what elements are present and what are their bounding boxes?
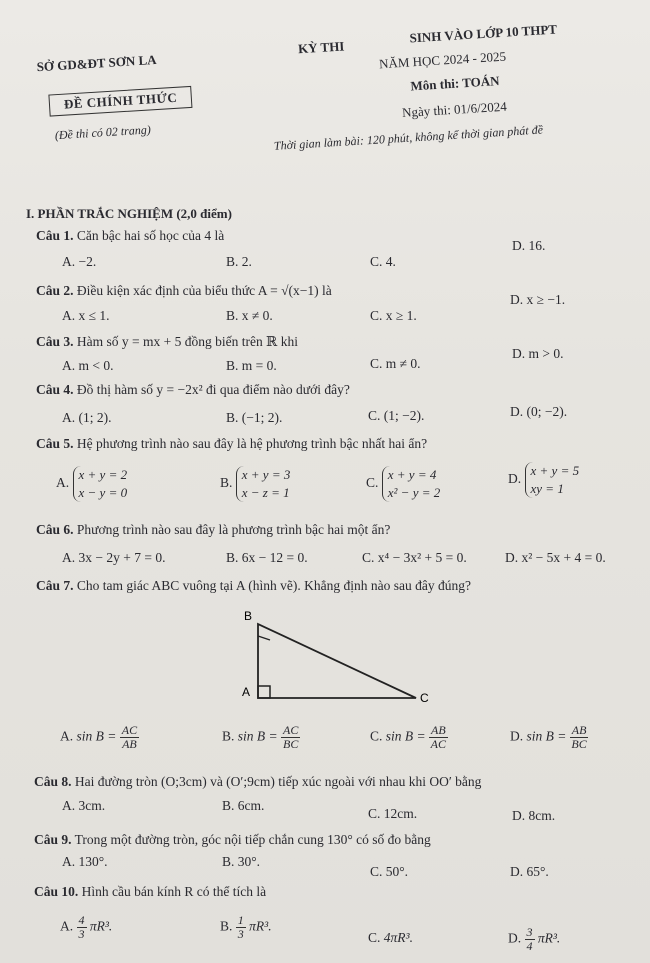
q6-option-c: C. x⁴ − 3x² + 5 = 0.: [362, 550, 467, 565]
question-2: [36, 283, 332, 299]
q6-option-a: A. 3x − 2y + 7 = 0.: [62, 550, 166, 565]
subject-label: Môn thi: TOÁN: [410, 73, 500, 94]
q4-option-a: A. (1; 2).: [62, 410, 112, 425]
official-exam-label: ĐỀ CHÍNH THỨC: [48, 86, 192, 117]
question-text: Hệ phương trình nào sau đây là hệ phương trình bậc nhất hai ẩn?: [76, 436, 428, 451]
q3-option-b: B. m = 0.: [226, 358, 277, 373]
q7-option-c: C. sin B = $\frac{AB}{AC}$: [370, 723, 447, 751]
q8-option-c: C. 12cm.: [368, 806, 418, 821]
q10-option-d: D. $\frac{3}{4} \pi R^3$.: [508, 925, 561, 953]
exam-title-part-a: KỲ THI: [297, 38, 345, 57]
question-label: Câu 8.: [34, 774, 72, 789]
q2-option-d: D. x ≥ −1.: [510, 292, 566, 307]
q8-option-b: B. 6cm.: [222, 798, 265, 813]
q1-option-c: C. 4.: [370, 254, 396, 269]
q1-option-d: D. 16.: [512, 238, 546, 253]
question-9: [34, 832, 431, 848]
q2-option-b: B. x ≠ 0.: [226, 308, 273, 323]
q1-option-b: B. 2.: [226, 254, 252, 269]
department-name: SỞ GD&ĐT SƠN LA: [36, 51, 157, 75]
q2-option-a: A. x ≤ 1.: [62, 308, 110, 323]
question-label: Câu 2.: [36, 283, 74, 298]
question-text: Cho tam giác ABC vuông tại A (hình vẽ). Khẳng định nào sau đây đúng?: [76, 578, 471, 593]
q5-option-c: C. x + y = 4 x² − y = 2: [366, 467, 441, 500]
q7-option-d: D. sin B = $\frac{AB}{BC}$: [510, 723, 587, 751]
q7-option-a: A. sin B = $\frac{AC}{AB}$: [60, 723, 138, 751]
q5-option-a: A. x + y = 2 x − y = 0: [56, 467, 128, 500]
q9-option-a: A. 130°.: [62, 854, 108, 869]
question-label: Câu 5.: [36, 436, 74, 451]
q10-option-a: A. $\frac{4}{3} \pi R^3$.: [60, 913, 113, 941]
q7-option-b: B. sin B = $\frac{AC}{BC}$: [222, 723, 299, 751]
question-label: Câu 3.: [36, 334, 74, 349]
question-text: Đồ thị hàm số y = −2x² đi qua điểm nào dưới đây?: [76, 382, 350, 397]
exam-date: Ngày thi: 01/6/2024: [401, 98, 508, 121]
question-text: Trong một đường tròn, góc nội tiếp chắn cung 130° có số đo bằng: [74, 832, 431, 847]
q9-option-c: C. 50°.: [370, 864, 409, 879]
question-label: Câu 6.: [36, 522, 74, 537]
q10-option-b: B. $\frac{1}{3} \pi R^3$.: [220, 913, 272, 941]
q4-option-b: B. (−1; 2).: [226, 410, 283, 425]
section-title: I. PHẦN TRẮC NGHIỆM (2,0 điểm): [26, 206, 232, 221]
q5-option-b: B. x + y = 3 x − z = 1: [220, 467, 291, 500]
q6-option-d: D. x² − 5x + 4 = 0.: [505, 550, 606, 565]
q1-option-a: A. −2.: [62, 254, 97, 269]
vertex-c-label: C: [420, 691, 429, 705]
q9-option-d: D. 65°.: [510, 864, 549, 879]
q3-option-d: D. m > 0.: [512, 346, 564, 361]
question-label: Câu 10.: [34, 884, 79, 899]
q2-option-c: C. x ≥ 1.: [370, 308, 417, 323]
q3-option-a: A. m < 0.: [62, 358, 114, 373]
question-8: [34, 774, 481, 790]
question-10: [34, 884, 266, 900]
vertex-a-label: A: [242, 685, 251, 699]
question-text: Hàm số y = mx + 5 đồng biến trên ℝ khi: [76, 334, 298, 349]
q8-option-d: D. 8cm.: [512, 808, 556, 823]
question-text: Hình cầu bán kính R có thể tích là: [81, 884, 267, 899]
school-year: NĂM HỌC 2024 - 2025: [378, 48, 507, 72]
question-label: Câu 7.: [36, 578, 74, 593]
question-3: [36, 334, 298, 350]
exam-header: [0, 0, 650, 179]
exam-duration: Thời gian làm bài: 120 phút, không kể thời gian phát đề: [273, 122, 544, 153]
q4-option-c: C. (1; −2).: [368, 408, 425, 423]
question-6: [36, 522, 390, 538]
q10-option-c: C. 4πR³.: [368, 930, 413, 945]
question-4: [36, 382, 350, 398]
question-text: Phương trình nào sau đây là phương trình bậc hai một ẩn?: [76, 522, 391, 537]
right-triangle-figure: [236, 608, 436, 708]
question-5: [36, 436, 427, 452]
q8-option-a: A. 3cm.: [62, 798, 106, 813]
vertex-b-label: B: [244, 609, 253, 623]
q9-option-b: B. 30°.: [222, 854, 261, 869]
question-7: [36, 578, 471, 594]
q3-option-c: C. m ≠ 0.: [370, 356, 421, 371]
page-count-note: (Đề thi có 02 trang): [54, 122, 152, 143]
q5-option-d: D. x + y = 5 xy = 1: [508, 463, 580, 496]
question-label: Câu 4.: [36, 382, 74, 397]
question-label: Câu 1.: [36, 228, 74, 243]
question-text: Điều kiện xác định của biểu thức A = √(x−1) là: [76, 283, 332, 298]
question-label: Câu 9.: [34, 832, 72, 847]
question-1: [36, 228, 224, 244]
question-text: Căn bậc hai số học của 4 là: [76, 228, 225, 243]
exam-title-part-b: SINH VÀO LỚP 10 THPT: [409, 21, 558, 46]
q6-option-b: B. 6x − 12 = 0.: [226, 550, 308, 565]
question-text: Hai đường tròn (O;3cm) và (O′;9cm) tiếp xúc ngoài với nhau khi OO′ bằng: [74, 774, 482, 789]
q4-option-d: D. (0; −2).: [510, 404, 568, 419]
